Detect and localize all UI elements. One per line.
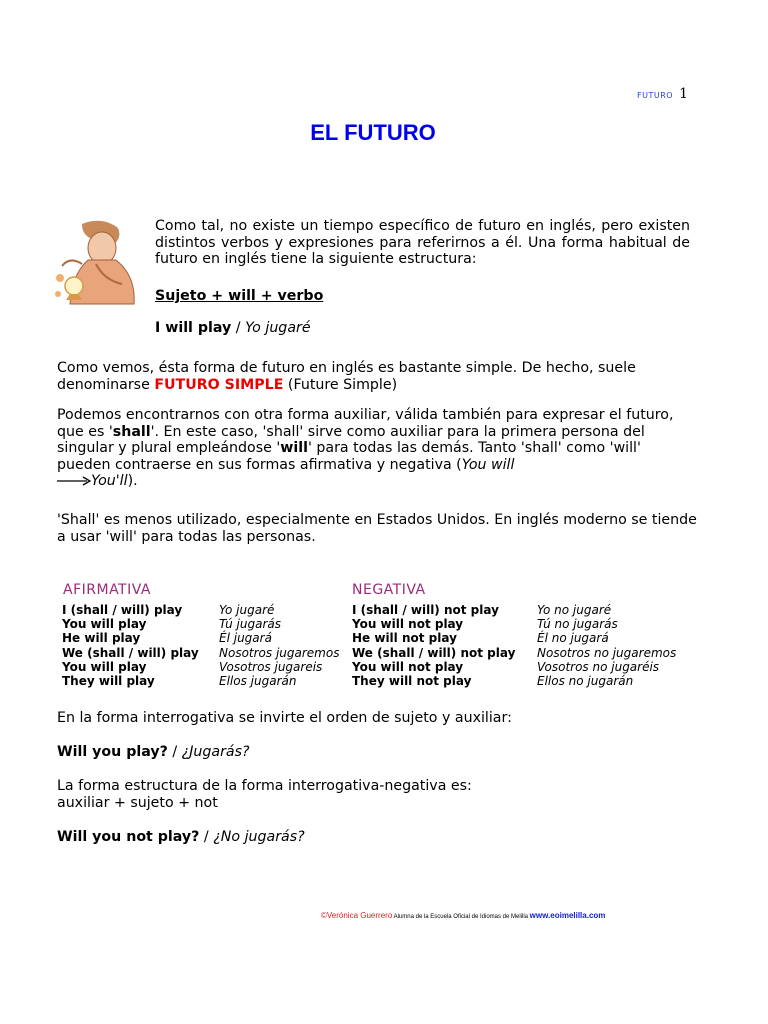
table-cell: You will play: [62, 659, 147, 674]
page-number: 1: [679, 86, 688, 102]
table-cell: Él no jugará: [537, 631, 609, 646]
table-cell: He will not play: [352, 631, 457, 646]
will-word: will: [280, 440, 308, 456]
negative-question-spanish: ¿No jugarás?: [213, 829, 305, 845]
page-footer: [321, 911, 605, 920]
shall-text-4: ).: [127, 473, 138, 489]
table-cell: You will not play: [352, 659, 464, 674]
table-cell: Yo no jugaré: [537, 603, 612, 617]
header-label: FUTURO: [637, 91, 674, 100]
question-spanish: ¿Jugarás?: [181, 744, 250, 760]
table-cell: You will play: [62, 617, 147, 632]
shall-text-1: Podemos encontrarnos con otra forma auxiliar, válida también para expresar el futuro, que es ': [57, 407, 674, 440]
table-cell: We (shall / will) not play: [352, 645, 516, 660]
structure-rule: Sujeto + will + verbo: [155, 288, 324, 304]
paragraph-simple-text-1: Como vemos, ésta forma de futuro en inglés es bastante simple. De hecho, suele denominarse: [57, 360, 636, 393]
arrow-right-icon: [57, 476, 91, 486]
paragraph-usage: 'Shall' es menos utilizado, especialmente en Estados Unidos. En inglés moderno se tiende a usar 'will' para todas las personas.: [57, 512, 697, 545]
interrogative-negative-paragraph: [57, 778, 472, 811]
table-cell: We (shall / will) play: [62, 645, 199, 660]
negativa-spanish-column: [537, 603, 676, 688]
negativa-heading: NEGATIVA: [352, 582, 426, 598]
afirmativa-spanish-column: [219, 603, 339, 688]
question-english: Will you play?: [57, 744, 168, 760]
example-separator: /: [231, 320, 246, 336]
table-cell: I (shall / will) not play: [352, 603, 499, 617]
intro-paragraph: Como tal, no existe un tiempo específico de futuro en inglés, pero existen distintos verbos y expresiones para referirnos a él. Una forma habitual de futuro en inglés tiene la siguiente estructura:: [155, 218, 690, 267]
table-cell: Ellos jugarán: [219, 674, 297, 689]
table-cell: I (shall / will) play: [62, 603, 183, 617]
table-cell: Vosotros jugareis: [219, 659, 323, 674]
table-cell: Nosotros no jugaremos: [537, 645, 677, 660]
interrogative-negative-line-1: La forma estructura de la forma interrogativa-negativa es:: [57, 778, 472, 794]
interrogative-paragraph: En la forma interrogativa se invirte el orden de sujeto y auxiliar:: [57, 710, 512, 726]
page-title: EL FUTURO: [310, 120, 436, 145]
question-example: [57, 744, 250, 761]
negative-question-english: Will you not play?: [57, 829, 200, 845]
negative-question-example: [57, 829, 305, 846]
table-cell: Vosotros no jugaréis: [537, 659, 660, 674]
author-name: ©Verónica Guerrero: [321, 911, 393, 920]
paragraph-simple: [57, 360, 697, 393]
shall-text-2: '. En este caso, 'shall' sirve como auxiliar para la primera persona del singular y plural empleándose ': [57, 423, 645, 456]
table-cell: Yo jugaré: [219, 603, 275, 617]
example-spanish: Yo jugaré: [245, 320, 311, 336]
table-cell: He will play: [62, 631, 141, 646]
afirmativa-english-column: [62, 603, 199, 688]
table-cell: You will not play: [352, 617, 464, 632]
negative-question-separator: /: [199, 829, 214, 845]
you-will-text: You will: [461, 456, 515, 473]
question-separator: /: [167, 744, 182, 760]
youll-text: You'll: [91, 473, 128, 489]
table-cell: Tú no jugarás: [537, 617, 618, 632]
table-cell: They will not play: [352, 674, 472, 689]
table-cell: Él jugará: [219, 631, 272, 646]
table-cell: Ellos no jugarán: [537, 674, 634, 689]
futuro-simple-highlight: FUTURO SIMPLE: [154, 376, 284, 393]
interrogative-negative-line-2: auxiliar + sujeto + not: [57, 794, 218, 811]
shall-word: shall: [112, 423, 151, 440]
author-affiliation: Alumna de la Escuela Oficial de Idiomas de Melilla: [392, 914, 530, 920]
example-english: I will play: [155, 320, 232, 336]
negativa-english-column: [352, 603, 515, 688]
afirmativa-heading: AFIRMATIVA: [63, 582, 151, 598]
table-cell: They will play: [62, 674, 155, 689]
example-sentence: [155, 320, 311, 337]
paragraph-simple-text-2: (Future Simple): [283, 376, 398, 393]
table-cell: Tú jugarás: [219, 617, 281, 632]
paragraph-shall: [57, 407, 697, 490]
website-link[interactable]: www.eoimelilla.com: [529, 911, 606, 920]
page-header: [637, 86, 688, 102]
shall-text-3: ' para todas las demás. Tanto 'shall' como 'will' pueden contraerse en sus formas afirmativa y negativa (: [57, 440, 641, 473]
table-cell: Nosotros jugaremos: [219, 645, 340, 660]
fortune-teller-illustration: [52, 214, 144, 318]
